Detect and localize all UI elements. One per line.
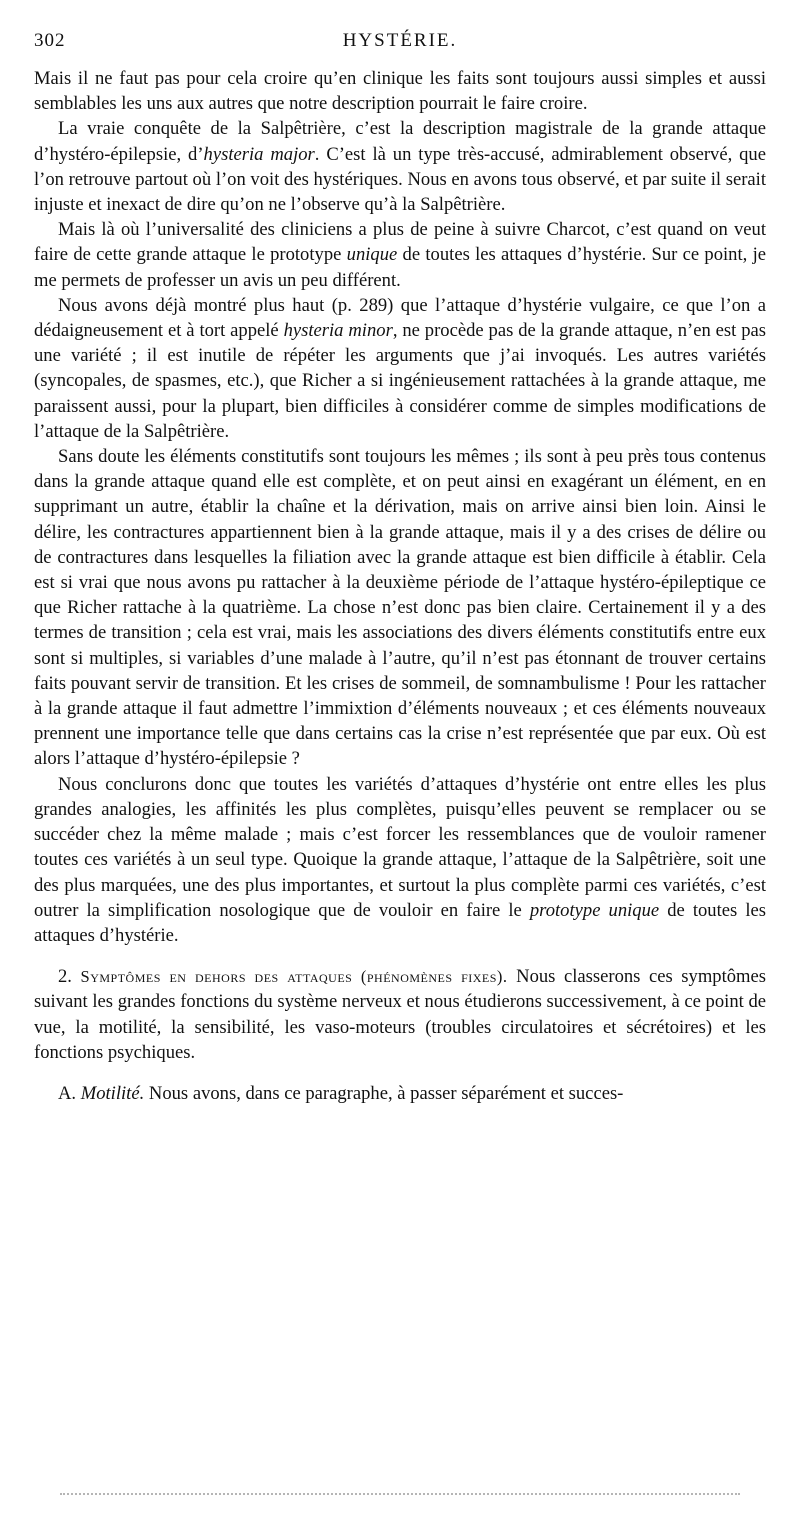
emphasis-prototype-unique: prototype unique [529,899,660,921]
paragraph-1: Mais il ne faut pas pour cela croire qu’en clinique les faits sont toujours aussi simples et aussi semblables les uns aux autres que notre description pourrait le faire croire. [34,68,766,115]
bleed-through-line [60,1493,740,1495]
running-head [34,30,766,60]
subsection-heading: Motilité. [80,1082,145,1104]
paragraph-5: Sans doute les éléments constitutifs sont toujours les mêmes ; ils sont à peu près tous contenus dans la grande attaque quand elle est complète, et on peut ainsi en exagérant un élément, en en supprimant un autre, établir la chaîne et la dérivation, mais on arrive ainsi bien loin. Ainsi le délire, les contractures appartiennent bien à la grande attaque, mais il y a des crises de délire ou de contractures dans lesquelles la filiation avec la grande attaque est bien difficile à établir. Cela est si vrai que nous avons pu rattacher à la deuxième période de l’attaque hystéro-épileptique ce que Richer rattache à la quatrième. La chose n’est donc pas bien claire. Certainement il y a des termes de transition ; cela est vrai, mais les associations des divers éléments constitutifs entre eux sont si multiples, si variables d’une malade à l’autre, qu’il n’est pas étonnant de trouver certains faits pouvant servir de transition. Et les crises de sommeil, de somnambulisme ! Pour les rattacher à la grande attaque il faut admettre l’immixtion d’éléments nouveaux ; et ces éléments nouveaux prennent une importance telle que dans certains cas la crise n’est représentée que par eux. Où est alors l’attaque d’hystéro-épilepsie ? [34,446,766,770]
section-number: 2. [58,966,81,988]
emphasis-hysteria-major: hysteria major [203,143,315,165]
emphasis-unique: unique [346,244,398,266]
subsection-label: A. [58,1082,81,1104]
body-text [34,66,766,1106]
section-2-paragraph: 2. Symptômes en dehors des attaques (phénomènes fixes). Nous classerons ces symptômes suivant les grandes fonctions du système nerveux et nous étudierons successivement, à ce point de vue, la motilité, la sensibilité, les vaso-moteurs (troubles circulatoires et sécrétoires) et les fonctions psychiques. [34,966,767,1063]
paragraph-4: Nous avons déjà montré plus haut (p. 289) que l’attaque d’hystérie vulgaire, ce que l’on a dédaigneusement et à tort appelé hysteria minor, ne procède pas de la grande attaque, n’en est pas une variété ; il est inutile de répéter les arguments que j’ai invoqués. Les autres variétés (syncopales, de spasmes, etc.), que Richer a si ingénieusement rattachées à la grande attaque, me paraissent aussi, pour la plupart, bien difficiles à considérer comme de simples modifications de l’attaque de la Salpêtrière. [34,294,766,442]
subsection-a-paragraph: A. Motilité. Nous avons, dans ce paragraphe, à passer séparément et succes- [58,1082,624,1104]
paragraph-2: La vraie conquête de la Salpêtrière, c’est la description magistrale de la grande attaque d’hystéro-épilepsie, d’hysteria major. C’est là un type très-accusé, admirablement observé, que l’on retrouve partout où l’on voit des hystériques. Nous en avons tous observé, et par suite il serait injuste et inexact de dire qu’on ne l’observe qu’à la Salpêtrière. [34,118,766,216]
paragraph-6: Nous conclurons donc que toutes les variétés d’attaques d’hystérie ont entre elles les plus grandes analogies, les affinités les plus complètes, puisqu’elles peuvent se remplacer ou se succéder chez la même malade ; mais c’est forcer les ressemblances que de vouloir ramener toutes ces variétés à un seul type. Quoique la grande attaque, l’attaque de la Salpêtrière, soit une des plus marquées, une des plus importantes, et surtout la plus complète parmi ces variétés, c’est outrer la simplification nosologique que de vouloir en faire le prototype unique de toutes les attaques d’hystérie. [34,773,766,946]
section-heading: Symptômes en dehors des attaques (phénomènes fixes). [80,967,508,987]
running-title: HYSTÉRIE. [342,30,458,51]
emphasis-hysteria-minor: hysteria minor [283,320,393,342]
paragraph-3: Mais là où l’universalité des cliniciens a plus de peine à suivre Charcot, c’est quand on veut faire de cette grande attaque le prototype unique de toutes les attaques d’hystérie. Sur ce point, je me permets de professer un avis un peu différent. [34,219,767,291]
page-number: 302 [34,30,66,51]
